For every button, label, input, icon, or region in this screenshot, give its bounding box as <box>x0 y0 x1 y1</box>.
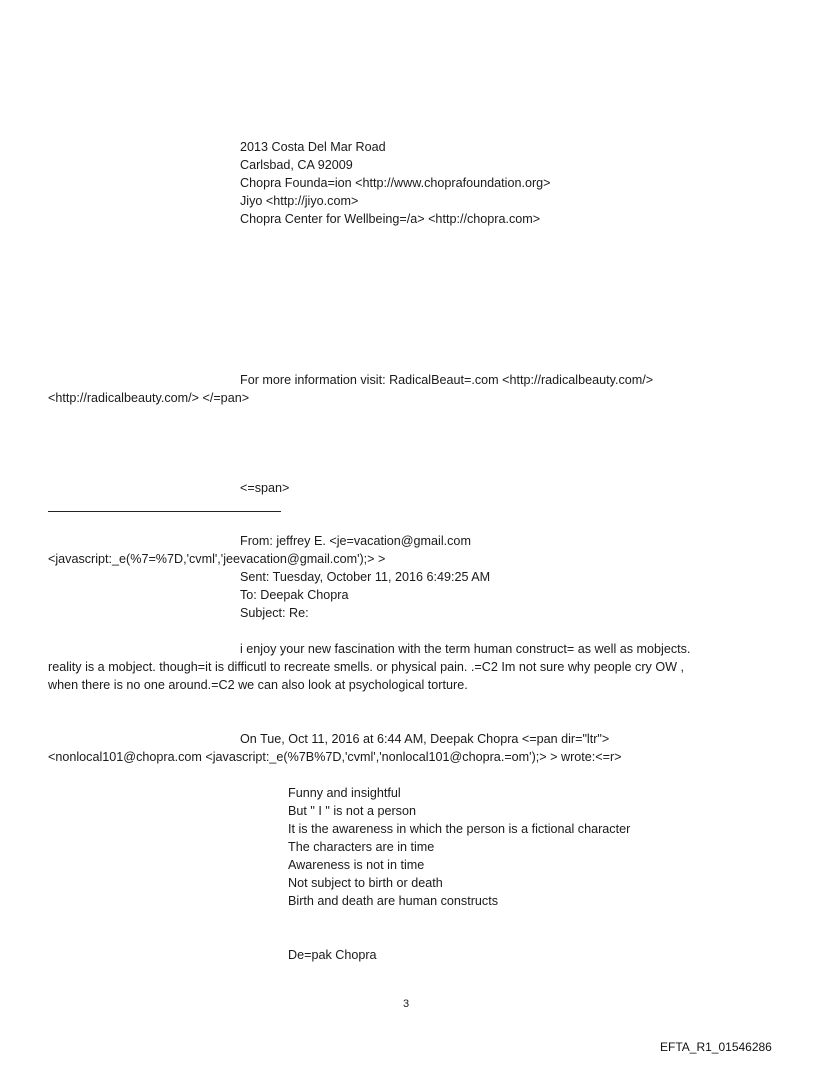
address-jiyo-link: Jiyo <http://jiyo.com> <box>240 194 359 208</box>
reply-body-line-3: when there is no one around.=C2 we can also look at psychological torture. <box>48 678 468 692</box>
quoted-line-2: But " I " is not a person <box>288 804 416 818</box>
radical-beauty-url-line: <http://radicalbeauty.com/> </=pan> <box>48 391 250 405</box>
to-line: To: Deepak Chopra <box>240 588 349 602</box>
quoted-line-7: Birth and death are human constructs <box>288 894 499 908</box>
page-number: 3 <box>403 998 410 1010</box>
quoted-line-1: Funny and insightful <box>288 786 401 800</box>
quote-header-line-2: <nonlocal101@chopra.com <javascript:_e(%7B%7D,'cvml','nonlocal101@chopra.=om');> > wrote:<=r> <box>48 750 622 764</box>
reply-body-line-2: reality is a mobject. though=it is difficutl to recreate smells. or physical pain. .=C2 Im not sure why people cry OW , <box>48 660 685 674</box>
address-street: 2013 Costa Del Mar Road <box>240 140 386 154</box>
address-foundation-link: Chopra Founda=ion <http://www.choprafoundation.org> <box>240 176 551 190</box>
quote-header-line-1: On Tue, Oct 11, 2016 at 6:44 AM, Deepak Chopra <=pan dir="ltr"> <box>240 732 610 746</box>
from-line-continuation: <javascript:_e(%7=%7D,'cvml','jeevacation@gmail.com');> > <box>48 552 386 566</box>
quoted-line-4: The characters are in time <box>288 840 435 854</box>
radical-beauty-line: For more information visit: RadicalBeaut=.com <http://radicalbeauty.com/> <box>240 373 654 387</box>
quoted-line-3: It is the awareness in which the person is a fictional character <box>288 822 631 836</box>
separator-rule <box>48 511 281 512</box>
address-wellbeing-link: Chopra Center for Wellbeing=/a> <http://chopra.com> <box>240 212 541 226</box>
subject-line: Subject: Re: <box>240 606 309 620</box>
span-tag-text: <=span> <box>240 481 290 495</box>
address-city: Carlsbad, CA 92009 <box>240 158 353 172</box>
from-line: From: jeffrey E. <je=vacation@gmail.com <box>240 534 471 548</box>
document-id: EFTA_R1_01546286 <box>660 1040 772 1054</box>
quoted-line-5: Awareness is not in time <box>288 858 425 872</box>
sent-line: Sent: Tuesday, October 11, 2016 6:49:25 AM <box>240 570 491 584</box>
reply-body-line-1: i enjoy your new fascination with the term human construct= as well as mobjects. <box>240 642 691 656</box>
quoted-line-6: Not subject to birth or death <box>288 876 443 890</box>
signature: De=pak Chopra <box>288 948 377 962</box>
